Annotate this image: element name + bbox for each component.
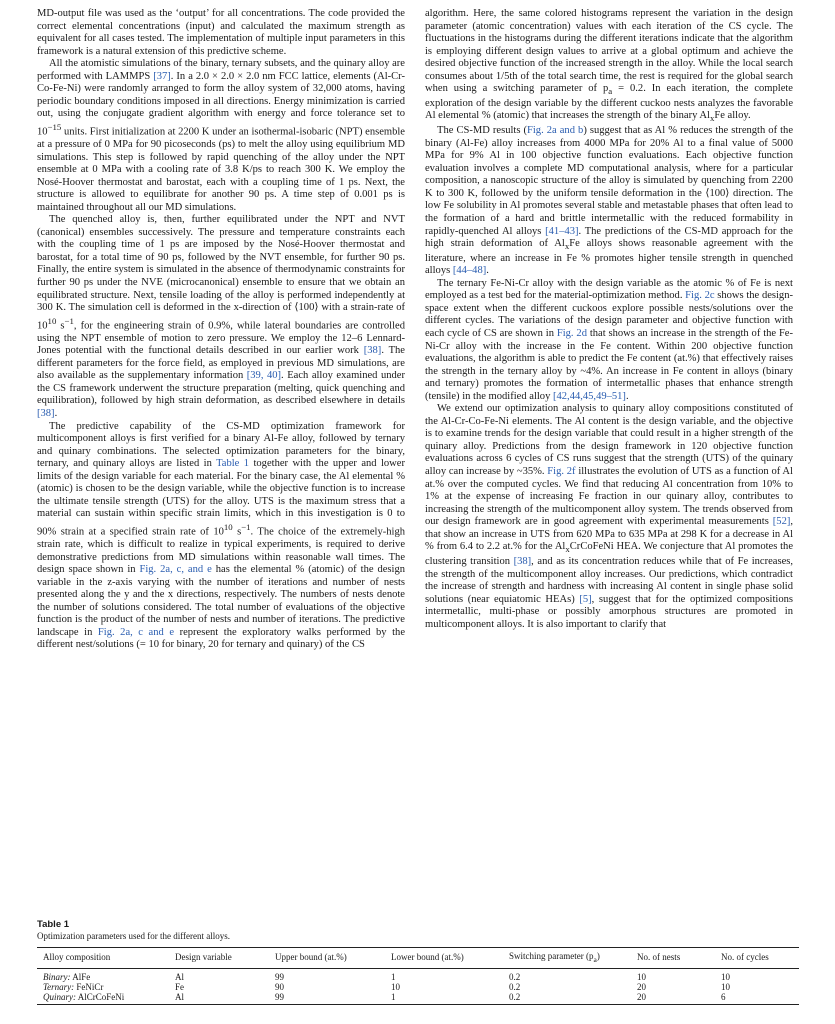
citation-link[interactable]: [38] <box>363 345 382 357</box>
cell-alloy: Binary: AlFe <box>43 971 91 982</box>
left-paragraph-4: The predictive capability of the CS-MD optimization framework for multicomponent alloys is first verified for a binary Al-Fe alloy, followed by ternary and quinary combinations. The selected optimization parameters for the binary, ternary, and quinary alloys are listed in Table 1 together with the upper and lower limits of the design variable for each material. For the binary case, the Al elemental % (atomic) is chosen to be the design variable, while the objective function is to increase the ultimate tensile strength (UTS) for the alloy. UTS is the maximum stress that a material can sustain within specific strain limits, which in this investigation is 0 to 90% strain at a specified strain rate of $10^{10}$ $s^{-1}$. The choice of the extremely-high strain rate, which is difficult to realize in typical experiments, is required to derive demonstrative predictions from MD simulations within reasonable wall times. The design space shown in Fig. 2a, c, and e has the elemental % (atomic) of the design variable in the z-axis varying with the number of iterations and number of nests presented along the y and the x directions, respectively. The numbers of nests denote the number of solutions considered. The total number of evaluations of the objective function is the product of the number of nests and number of iterations. The predictive landscape in Fig. 2a, c and e represent the exploratory walks performed by the different nest/solutions (= 10 for binary, 20 for ternary and quinary) of the CS <box>37 420 406 651</box>
figure-link[interactable]: Fig. 2a, c, and e <box>139 564 212 576</box>
cell-cycles: 10 <box>721 981 730 992</box>
cell-lower-bound: 1 <box>385 992 503 1005</box>
left-column <box>37 8 405 652</box>
cell-cycles: 6 <box>715 992 799 1005</box>
header-design-variable: Design variable <box>169 948 269 969</box>
left-paragraph-1: MD-output file was used as the ‘output’ for all concentrations. The code provided the correct elemental concentrations (input) and calculated the maximum strength as equivalent for all cases tested. The implementation of multiple input parameters in this framework is a natural extension of this predictive scheme. <box>37 8 405 57</box>
header-upper-bound: Upper bound (at.%) <box>269 948 385 969</box>
cell-alloy: Quinary: AlCrCoFeNi <box>37 992 169 1005</box>
header-switching-parameter: Switching parameter $(p_a)$ <box>503 948 631 969</box>
cell-nests: 10 <box>637 971 646 982</box>
header-cycles: No. of cycles <box>715 948 799 969</box>
citation-link[interactable]: [5] <box>579 593 592 605</box>
right-paragraph-1: algorithm. Here, the same colored histograms represent the variation in the design parameter (atomic concentration) values with each iteration of the CS cycle. The fluctuations in the histograms during the different iterations indicate that the algorithm is employing different design values to arrive at a global optimum and achieve the desired objective function of the increased strength in the alloy. While the local search consumes about 1/5th of the total search time, the rest is required for the global search when using a switching parameter of $p_a = 0.2$. In each iteration, the complete exploration of the design variable by the different cuckoo nests analyzes the favorable Al elemental % (atomic) that increases the strength of the binary $Al_xFe$ alloy. <box>425 8 793 124</box>
cell-design-variable: Fe <box>175 981 184 992</box>
table-header-row <box>37 948 799 969</box>
optimization-table <box>37 947 799 1005</box>
table-title: Table 1 <box>37 919 70 930</box>
right-paragraph-2: The CS-MD results (Fig. 2a and b) suggest that as Al % reduces the strength of the binary (Al-Fe) alloy increases from 4000 MPa for 20% Al to a final value of 5000 MPa for 9% Al in 100 objective function evaluations. Each objective function evaluation involves a complete MD computational analysis, where for a particular composition, a nanoscopic structure of the alloy is simulated by quenching from 2200 K to 300 K, followed by the uniform tensile deformation in the ⟨100⟩ direction. The low Fe solubility in Al promotes several stable and metastable phases that often lead to the formation of a hard and brittle intermetallic with the reduced formability in rapidly-quenched Al alloys [41–43]. The predictions of the CS-MD approach for the high strain deformation of $Al_xFe$ alloys shows reasonable agreement with the literature, where an increase in Fe % promotes higher tensile strength in quenched alloys [44–48]. <box>425 125 794 277</box>
table-caption: Optimization parameters used for the different alloys. <box>37 931 231 941</box>
cell-lower-bound: 1 <box>391 971 396 982</box>
table-row <box>37 968 799 982</box>
figure-link[interactable]: Fig. 2a, c and e <box>97 626 175 638</box>
cell-lower-bound: 10 <box>391 981 400 992</box>
table-link[interactable]: Table 1 <box>216 458 250 470</box>
citation-link[interactable]: [37] <box>153 70 171 82</box>
cell-upper-bound: 90 <box>275 981 284 992</box>
citation-link[interactable]: [39, 40] <box>246 370 282 382</box>
left-paragraph-3: The quenched alloy is, then, further equilibrated under the NPT and NVT (canonical) ensembles successively. The pressure and temperature constraints each with the coupling time of 1 ps are imposed by the Nosé-Hoover thermostat and barostat, for a total time of 90 ps, followed by the NVT ensemble, for further 90 ps. Finally, the entire system is simulated in the absence of thermodynamic constraints for further 90 ps under the NVE (microcanonical) ensemble to ensure that we obtain an equilibrated structure. Next, tensile loading of the alloy is performed independently at 300 K. The simulation cell is deformed in the x-direction of ⟨100⟩ with a strain-rate of $10^{10}$ $s^{-1}$, for the engineering strain of 0.9%, while lateral boundaries are controlled using the NPT ensemble of motion to zero pressure. We employ the 12–6 Lennard-Jones potential with the functional details described in our earlier work [38]. The different parameters for the force field, as employed in previous MD simulations, are also available as the supplementary information [39, 40]. Each alloy examined under the CS framework underwent the structure preparation (melting, quick quenching and equilibration), followed by high strain deformation, as described elsewhere in details [38]. <box>37 214 405 419</box>
cell-switching: 0.2 <box>503 992 631 1005</box>
cell-nests: 20 <box>631 992 715 1005</box>
header-lower-bound: Lower bound (at.%) <box>385 948 503 969</box>
cell-upper-bound: 99 <box>269 992 385 1005</box>
header-alloy: Alloy composition <box>37 948 169 969</box>
citation-link[interactable]: [42,44,45,49–51] <box>553 390 626 402</box>
table-row <box>37 982 799 992</box>
figure-link[interactable]: Fig. 2c <box>685 290 715 302</box>
header-nests: No. of nests <box>631 948 715 969</box>
cell-design-variable: Al <box>169 992 269 1005</box>
cell-alloy: Ternary: FeNiCr <box>43 981 104 992</box>
cell-switching: 0.2 <box>509 971 521 982</box>
right-column <box>425 8 793 631</box>
citation-link[interactable]: [38] <box>513 555 532 567</box>
cell-nests: 20 <box>637 981 646 992</box>
cell-cycles: 10 <box>721 971 730 982</box>
cell-design-variable: Al <box>175 971 184 982</box>
citation-link[interactable]: [38] <box>37 407 55 419</box>
cell-upper-bound: 99 <box>275 971 284 982</box>
left-paragraph-2: All the atomistic simulations of the binary, ternary subsets, and the quinary alloy are performed with LAMMPS [37]. In a 2.0 × 2.0 × 2.0 nm FCC lattice, elements (Al-Cr-Co-Fe-Ni) were randomly arranged to form the alloy system of 32,000 atoms, having periodic boundary conditions imposed in all directions. Energy minimization is carried out, using the conjugate gradient algorithm with energy and force tolerance set to $10^{-15}$ units. First initialization at 2200 K under an isothermal-isobaric (NPT) ensemble at a pressure of 0 MPa for 90 picoseconds (ps) to melt the alloy using equilibrium MD simulations. This step is followed by rapid quenching of the alloy under the NPT ensemble at 0 MPa with a cooling rate of 3.8 K/ps to reach 300 K. We employ the Nosé-Hoover thermostat and barostat, each with a coupling time of 1 ps. Next, the structure is allowed to equilibrate for another 90 ps. A time step of 0.001 ps is maintained throughout all our MD simulations. <box>37 58 405 213</box>
figure-link[interactable]: Fig. 2f <box>547 466 576 478</box>
right-paragraph-4: We extend our optimization analysis to quinary alloy compositions constituted of the Al-Cr-Co-Fe-Ni elements. The Al content is the design variable, and the objective is to examine trends for the design variable that could result in a higher strength of the quinary alloy. Predictions from the design framework in 120 objective function evaluations across 6 cycles of CS runs suggest that the strength (UTS) of the quinary alloy can increase by ~35%. Fig. 2f illustrates the evolution of UTS as a function of Al at.% over the computed cycles. We find that reducing Al concentration from 10% to 1% at the expense of increasing Fe fraction in our quinary alloy, contributes to increasing the strength of the multicomponent alloy system. The trends observed from our design framework are in good agreement with experimental measurements [52], that show an increase in UTS from 620 MPa to 635 MPa at 298 K for a decrease in Al % from 6.4 to 2.2 at.% for the $Al_xCrCoFeNi$ HEA. We conjecture that Al promotes the clustering transition [38], and as its concentration reduces while that of Fe increases, the strength of the multicomponent alloy increases. Our predictions, which contradict the increase of strength and hardness with increasing Al content in single phase solid solutions (near equiatomic HEAs) [5], suggest that for the optimized compositions intermetallic, multi-phase or possibly amorphous structures are promoted in multicomponent alloys. It is also important to clarify that <box>425 403 794 630</box>
right-paragraph-3: The ternary Fe-Ni-Cr alloy with the design variable as the atomic % of Fe is next employed as a test bed for the material-optimization method. Fig. 2c shows the design-space extent when the different cuckoos explore possible nests/solutions over the different cycles. The variations of the design parameter and objective function with each cycle of CS are shown in Fig. 2d that shows an increase in the strength of the Fe-Ni-Cr alloy with the increase in the Fe content. Within 200 objective function evaluations, the algorithm is able to predict the Fe content (at.%) that effectively raises the strength in the ternary alloy by ~4%. An increase in Fe content in alloys (binary and ternary) promotes the formation of intermetallic phases that enhance strength (tensile) in the modified alloy [42,44,45,49–51]. <box>425 277 793 402</box>
figure-link[interactable]: Fig. 2a and b <box>527 125 584 137</box>
cell-switching: 0.2 <box>509 981 521 992</box>
citation-link[interactable]: [41–43] <box>545 225 579 237</box>
citation-link[interactable]: [44–48] <box>452 265 487 277</box>
table-row <box>37 992 799 1005</box>
citation-link[interactable]: [52] <box>772 516 791 528</box>
table-1 <box>37 919 799 1005</box>
figure-link[interactable]: Fig. 2d <box>556 328 587 339</box>
